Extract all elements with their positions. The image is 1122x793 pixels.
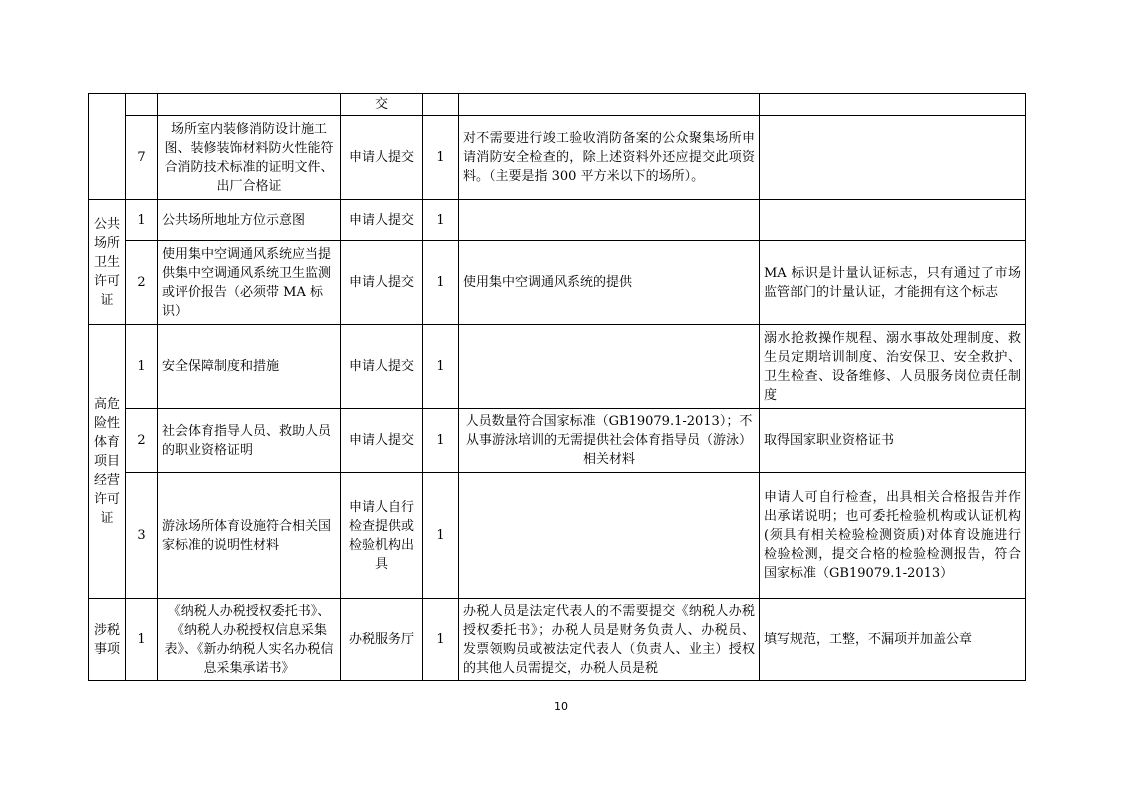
copies: 1	[423, 325, 459, 409]
material-source: 申请人自行检查提供或检验机构出具	[341, 473, 423, 599]
item-number	[126, 94, 158, 116]
item-number: 2	[126, 409, 158, 473]
item-number: 1	[126, 325, 158, 409]
copies: 1	[423, 409, 459, 473]
category-cell: 公共场所卫生许可证	[89, 200, 126, 325]
condition-text: 办税人员是法定代表人的不需要提交《纳税人办税授权委托书》；办税人员是财务负责人、办税员、发票领购员或被法定代表人（负责人、业主）授权的其他人员需提交，办税人员是税	[459, 599, 760, 681]
table-row	[89, 116, 1026, 200]
remark-text: 溺水抢救操作规程、溺水事故处理制度、救生员定期培训制度、治安保卫、安全救护、卫生检查、设备维修、人员服务岗位责任制度	[760, 325, 1026, 409]
remark-text	[760, 116, 1026, 200]
item-number: 7	[126, 116, 158, 200]
remark-text: 填写规范，工整，不漏项并加盖公章	[760, 599, 1026, 681]
table-row	[89, 325, 1026, 409]
category-cell: 高危险性体育项目经营许可证	[89, 325, 126, 599]
material-name: 公共场所地址方位示意图	[158, 200, 341, 241]
page-number: 10	[554, 700, 568, 713]
material-source: 办税服务厅	[341, 599, 423, 681]
material-name: 安全保障制度和措施	[158, 325, 341, 409]
material-source: 交	[341, 94, 423, 116]
table-row	[89, 409, 1026, 473]
condition-text	[459, 473, 760, 599]
material-source: 申请人提交	[341, 200, 423, 241]
material-source: 申请人提交	[341, 241, 423, 325]
category-cell	[89, 94, 126, 200]
copies: 1	[423, 599, 459, 681]
table-row	[89, 94, 1026, 116]
copies: 1	[423, 473, 459, 599]
item-number: 1	[126, 599, 158, 681]
material-source: 申请人提交	[341, 116, 423, 200]
remark-text	[760, 94, 1026, 116]
item-number: 2	[126, 241, 158, 325]
condition-text: 使用集中空调通风系统的提供	[459, 241, 760, 325]
table-row	[89, 599, 1026, 681]
requirements-table	[88, 93, 1026, 681]
condition-text	[459, 200, 760, 241]
material-name: 游泳场所体育设施符合相关国家标准的说明性材料	[158, 473, 341, 599]
material-name: 使用集中空调通风系统应当提供集中空调通风系统卫生监测或评价报告（必须带 MA 标识）	[158, 241, 341, 325]
material-name: 社会体育指导人员、救助人员的职业资格证明	[158, 409, 341, 473]
material-name: 场所室内装修消防设计施工图、装修装饰材料防火性能符合消防技术标准的证明文件、出厂合格证	[158, 116, 341, 200]
material-source: 申请人提交	[341, 409, 423, 473]
table-row	[89, 200, 1026, 241]
remark-text	[760, 200, 1026, 241]
copies: 1	[423, 200, 459, 241]
table-row	[89, 241, 1026, 325]
item-number: 1	[126, 200, 158, 241]
condition-text	[459, 94, 760, 116]
category-cell: 涉税事项	[89, 599, 126, 681]
copies	[423, 94, 459, 116]
remark-text: 申请人可自行检查，出具相关合格报告并作出承诺说明；也可委托检验机构或认证机构(须具有相关检验检测资质)对体育设施进行检验检测，提交合格的检验检测报告，符合国家标准（GB19079.1-2013）	[760, 473, 1026, 599]
copies: 1	[423, 241, 459, 325]
condition-text: 对不需要进行竣工验收消防备案的公众聚集场所申请消防安全检查的，除上述资料外还应提交此项资料。（主要是指 300 平方米以下的场所）。	[459, 116, 760, 200]
table-row	[89, 473, 1026, 599]
item-number: 3	[126, 473, 158, 599]
material-source: 申请人提交	[341, 325, 423, 409]
copies: 1	[423, 116, 459, 200]
remark-text: 取得国家职业资格证书	[760, 409, 1026, 473]
condition-text	[459, 325, 760, 409]
material-name	[158, 94, 341, 116]
condition-text: 人员数量符合国家标准（GB19079.1-2013）；不从事游泳培训的无需提供社会体育指导员（游泳）相关材料	[459, 409, 760, 473]
material-name: 《纳税人办税授权委托书》、《纳税人办税授权信息采集表》、《新办纳税人实名办税信息采集承诺书》	[158, 599, 341, 681]
remark-text: MA 标识是计量认证标志，只有通过了市场监管部门的计量认证，才能拥有这个标志	[760, 241, 1026, 325]
